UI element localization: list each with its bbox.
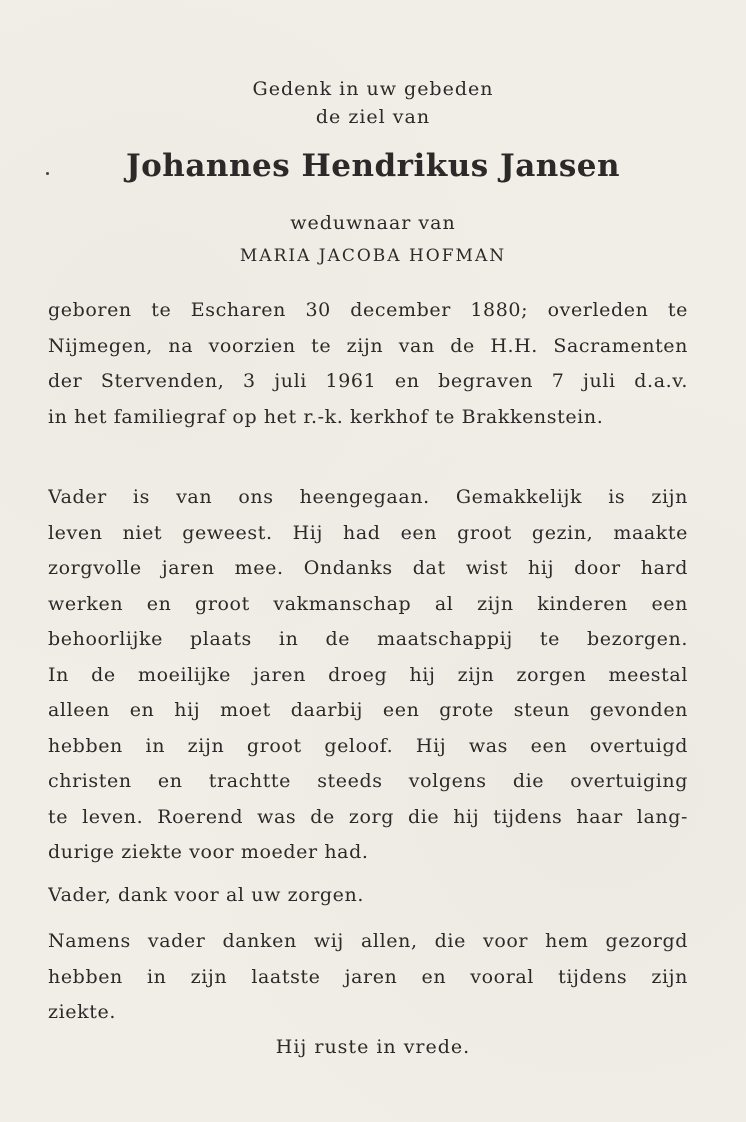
deceased-name: Johannes Hendrikus Jansen [125, 148, 621, 184]
tribute-line: alleen en hij moet daarbij een grote steun gevonden [48, 699, 688, 721]
biography-line: geboren te Escharen 30 december 1880; overleden te [48, 299, 688, 321]
biography-line: Nijmegen, na voorzien te zijn van de H.H. Sacramenten [48, 334, 688, 357]
family-thanks-line: ziekte. [48, 1001, 116, 1023]
closing-blessing: Hij ruste in vrede. [275, 1036, 471, 1058]
tribute-line: In de moeilijke jaren droeg hij zijn zorgen meestal [48, 663, 688, 686]
thanks-paragraph [48, 878, 688, 914]
tribute-line: werken en groot vakmanschap al zijn kinderen een [48, 592, 688, 615]
tribute-line: behoorlijke plaats in de maatschappij te bezorgen. [48, 628, 688, 650]
thanks-line: Vader, dank voor al uw zorgen. [48, 884, 364, 906]
tribute-line: durige ziekte voor moeder had. [48, 841, 369, 863]
tribute-line: te leven. Roerend was de zorg die hij tijdens haar lang- [48, 805, 688, 828]
spouse-name: MARIA JACOBA HOFMAN [239, 246, 507, 266]
family-thanks-line: hebben in zijn laatste jaren en vooral tijdens zijn [48, 965, 688, 988]
tribute-paragraph [48, 480, 688, 871]
biography-line: in het familiegraf op het r.-k. kerkhof te Brakkenstein. [48, 405, 604, 428]
family-thanks-paragraph [48, 924, 688, 1031]
biography-line: der Stervenden, 3 juli 1961 en begraven 7 juli d.a.v. [48, 370, 688, 392]
tribute-line: leven niet geweest. Hij had een groot gezin, maakte [48, 521, 688, 544]
biography-paragraph [48, 293, 688, 435]
family-thanks-line: Namens vader danken wij allen, die voor hem gezorgd [48, 930, 688, 952]
invocation-line-1: Gedenk in uw gebeden [252, 78, 494, 100]
tribute-line: christen en trachtte steeds volgens die overtuiging [48, 770, 688, 792]
tribute-line: hebben in zijn groot geloof. Hij was een overtuigd [48, 734, 688, 757]
invocation-line-2: de ziel van [315, 106, 431, 128]
tribute-line: Vader is van ons heengegaan. Gemakkelijk is zijn [48, 486, 688, 508]
tribute-line: zorgvolle jaren mee. Ondanks dat wist hij door hard [48, 557, 688, 579]
relation-text: weduwnaar van [290, 212, 456, 234]
